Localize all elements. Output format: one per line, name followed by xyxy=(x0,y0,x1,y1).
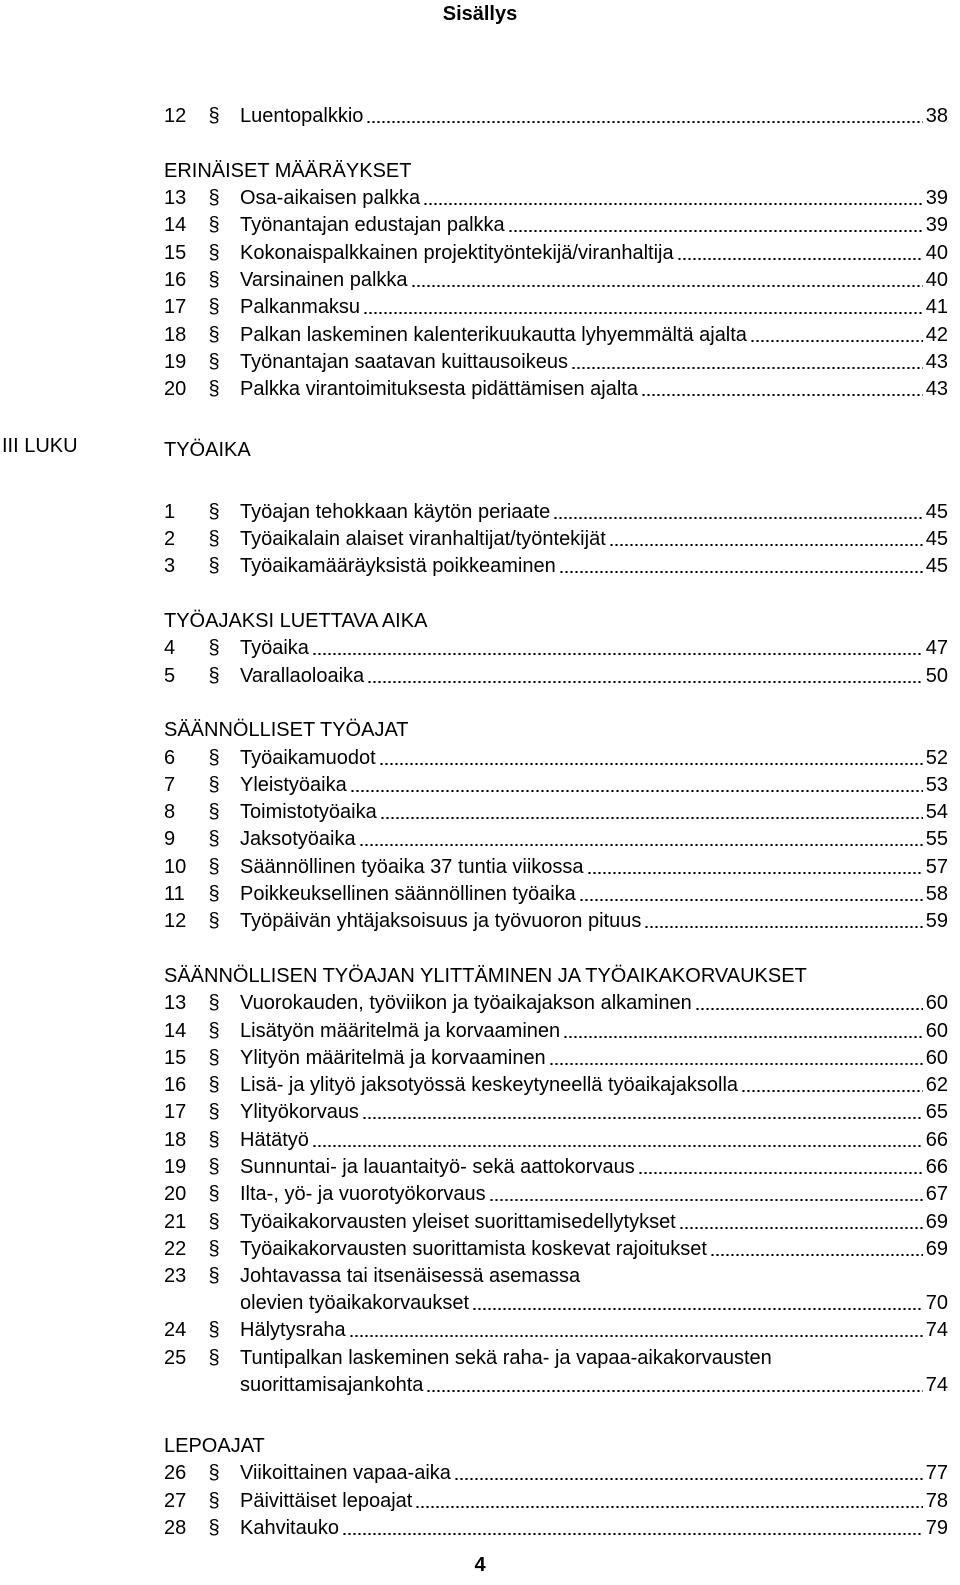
section-sign: § xyxy=(208,1210,220,1233)
toc-entry xyxy=(164,853,948,880)
dot-leader xyxy=(695,1008,923,1010)
section-sign: § xyxy=(208,378,220,401)
section-number: 9 xyxy=(164,828,176,851)
entry-page: 58 xyxy=(925,883,948,906)
section-number: 1 xyxy=(164,500,176,523)
dot-leader xyxy=(553,517,923,519)
entry-title: Kahvitauko xyxy=(240,1516,339,1539)
toc-entry xyxy=(164,1181,948,1208)
section-number: 22 xyxy=(164,1237,187,1260)
section-number: 27 xyxy=(164,1489,187,1512)
section-number: 19 xyxy=(164,350,187,373)
entry-page: 74 xyxy=(925,1373,948,1396)
entry-page: 40 xyxy=(925,269,948,292)
toc-entry-continuation xyxy=(164,1290,948,1317)
entry-page: 52 xyxy=(925,746,948,769)
dot-leader xyxy=(641,394,923,396)
toc-entry xyxy=(164,212,948,239)
toc-entry xyxy=(164,185,948,212)
entry-title: Yleistyöaika xyxy=(240,773,347,796)
entry-title: Työaikalain alaiset viranhaltijat/työntekijät xyxy=(240,528,606,551)
section-number: 13 xyxy=(164,187,187,210)
toc-entry xyxy=(164,1208,948,1235)
section-number: 18 xyxy=(164,323,187,346)
toc-entry xyxy=(164,1460,948,1487)
toc-entry xyxy=(164,267,948,294)
section-heading: SÄÄNNÖLLISEN TYÖAJAN YLITTÄMINEN JA TYÖAIKAKORVAUKSET xyxy=(164,964,807,987)
section-heading: TYÖAIKA xyxy=(164,439,251,462)
section-number: 21 xyxy=(164,1210,187,1233)
toc-entry xyxy=(164,553,948,580)
spacer xyxy=(164,465,948,499)
dot-leader xyxy=(411,285,923,287)
dot-leader xyxy=(366,121,922,123)
entry-page: 57 xyxy=(925,855,948,878)
section-sign: § xyxy=(208,1074,220,1097)
section-number: 28 xyxy=(164,1516,187,1539)
entry-page: 40 xyxy=(925,241,948,264)
spacer xyxy=(164,935,948,962)
entry-title: Työpäivän yhtäjaksoisuus ja työvuoron pituus xyxy=(240,910,642,933)
section-number: 19 xyxy=(164,1155,187,1178)
section-number: 26 xyxy=(164,1462,187,1485)
entry-page: 43 xyxy=(925,378,948,401)
entry-title: suorittamisajankohta xyxy=(240,1373,424,1396)
entry-page: 38 xyxy=(925,105,948,128)
toc-entry xyxy=(164,826,948,853)
section-number: 8 xyxy=(164,801,176,824)
section-sign: § xyxy=(208,1183,220,1206)
section-sign: § xyxy=(208,269,220,292)
entry-page: 67 xyxy=(925,1183,948,1206)
page-number: 4 xyxy=(474,1554,486,1576)
entry-title: Ylityökorvaus xyxy=(240,1101,359,1124)
dot-leader xyxy=(741,1090,923,1092)
entry-title: Vuorokauden, työviikon ja työaikajakson alkaminen xyxy=(240,992,692,1015)
entry-page: 74 xyxy=(925,1319,948,1342)
section-sign: § xyxy=(208,1128,220,1151)
dot-leader xyxy=(549,1063,923,1065)
section-sign: § xyxy=(208,1101,220,1124)
dot-leader xyxy=(679,1227,923,1229)
section-sign: § xyxy=(208,241,220,264)
section-number: 14 xyxy=(164,1019,187,1042)
entry-title: Ylityön määritelmä ja korvaaminen xyxy=(240,1046,546,1069)
dot-leader xyxy=(489,1199,923,1201)
dot-leader xyxy=(638,1172,923,1174)
section-sign: § xyxy=(208,801,220,824)
section-sign: § xyxy=(208,500,220,523)
section-number: 2 xyxy=(164,528,176,551)
toc-entry xyxy=(164,1487,948,1514)
section-number: 24 xyxy=(164,1319,187,1342)
section-number: 3 xyxy=(164,555,176,578)
entry-title: olevien työaikakorvaukset xyxy=(240,1292,470,1315)
spacer xyxy=(164,690,948,717)
entry-title: Työnantajan edustajan palkka xyxy=(240,214,505,237)
section-number: 20 xyxy=(164,378,187,401)
entry-title: Poikkeuksellinen säännöllinen työaika xyxy=(240,883,576,906)
section-sign: § xyxy=(208,187,220,210)
entry-page: 70 xyxy=(925,1292,948,1315)
entry-title: Tuntipalkan laskeminen sekä raha- ja vapaa-aikakorvausten xyxy=(240,1346,772,1369)
toc-entry xyxy=(164,1154,948,1181)
section-number: 6 xyxy=(164,746,176,769)
section-heading: SÄÄNNÖLLISET TYÖAJAT xyxy=(164,718,409,741)
entry-title: Johtavassa tai itsenäisessä asemassa xyxy=(240,1265,581,1288)
toc-entry xyxy=(164,103,948,130)
entry-page: 54 xyxy=(925,801,948,824)
entry-page: 43 xyxy=(925,350,948,373)
toc-entry xyxy=(164,662,948,689)
dot-leader xyxy=(750,340,923,342)
entry-page: 53 xyxy=(925,773,948,796)
section-sign: § xyxy=(208,1046,220,1069)
toc-entry xyxy=(164,376,948,403)
entry-title: Varsinainen palkka xyxy=(240,269,408,292)
dot-leader xyxy=(312,653,923,655)
toc-entry xyxy=(164,635,948,662)
toc-entry xyxy=(164,1515,948,1542)
entry-title: Työaikamääräyksistä poikkeaminen xyxy=(240,555,556,578)
section-number: 18 xyxy=(164,1128,187,1151)
dot-leader xyxy=(415,1506,922,1508)
section-number: 15 xyxy=(164,1046,187,1069)
entry-page: 39 xyxy=(925,187,948,210)
entry-title: Lisätyön määritelmä ja korvaaminen xyxy=(240,1019,561,1042)
chapter-label: III LUKU xyxy=(2,435,78,457)
entry-title: Lisä- ja ylityö jaksotyössä keskeytyneellä työaikajaksolla xyxy=(240,1074,739,1097)
entry-title: Toimistotyöaika xyxy=(240,801,377,824)
section-sign: § xyxy=(208,1265,220,1288)
toc-entry xyxy=(164,349,948,376)
spacer xyxy=(164,580,948,607)
section-sign: § xyxy=(208,910,220,933)
toc-entry xyxy=(164,772,948,799)
toc-entry xyxy=(164,239,948,266)
dot-leader xyxy=(312,1145,923,1147)
entry-title: Työaikakorvausten suorittamista koskevat rajoitukset xyxy=(240,1237,707,1260)
section-number: 20 xyxy=(164,1183,187,1206)
dot-leader xyxy=(379,763,923,765)
toc-entry xyxy=(164,1126,948,1153)
dot-leader xyxy=(349,1335,923,1337)
dot-leader xyxy=(563,1036,923,1038)
entry-page: 69 xyxy=(925,1210,948,1233)
section-sign: § xyxy=(208,296,220,319)
section-number: 7 xyxy=(164,773,176,796)
toc-entry xyxy=(164,1045,948,1072)
section-number: 12 xyxy=(164,105,187,128)
toc-entry xyxy=(164,881,948,908)
dot-leader xyxy=(571,367,923,369)
section-number: 5 xyxy=(164,664,176,687)
entry-title: Ilta-, yö- ja vuorotyökorvaus xyxy=(240,1183,486,1206)
toc-entry xyxy=(164,1344,948,1371)
entry-title: Säännöllinen työaika 37 tuntia viikossa xyxy=(240,855,584,878)
entry-page: 60 xyxy=(925,1046,948,1069)
dot-leader xyxy=(454,1478,923,1480)
dot-leader xyxy=(350,790,923,792)
section-heading: TYÖAJAKSI LUETTAVA AIKA xyxy=(164,609,428,632)
entry-page: 60 xyxy=(925,1019,948,1042)
entry-page: 77 xyxy=(925,1462,948,1485)
dot-leader xyxy=(359,844,923,846)
entry-title: Työaika xyxy=(240,637,309,660)
dot-leader xyxy=(423,203,923,205)
toc-entry xyxy=(164,1317,948,1344)
section-sign: § xyxy=(208,828,220,851)
entry-title: Työnantajan saatavan kuittausoikeus xyxy=(240,350,568,373)
toc-entry xyxy=(164,1263,948,1290)
toc-entry xyxy=(164,990,948,1017)
entry-title: Sunnuntai- ja lauantaityö- sekä aattokorvaus xyxy=(240,1155,635,1178)
entry-page: 45 xyxy=(925,555,948,578)
toc-entry xyxy=(164,908,948,935)
toc-entry xyxy=(164,1017,948,1044)
entry-title: Varallaoloaika xyxy=(240,664,365,687)
section-heading: LEPOAJAT xyxy=(164,1434,265,1457)
section-number: 15 xyxy=(164,241,187,264)
entry-page: 42 xyxy=(925,323,948,346)
dot-leader xyxy=(363,312,923,314)
entry-page: 62 xyxy=(925,1074,948,1097)
entry-title: Hätätyö xyxy=(240,1128,309,1151)
spacer xyxy=(164,1399,948,1433)
entry-page: 66 xyxy=(925,1155,948,1178)
section-sign: § xyxy=(208,1155,220,1178)
entry-title: Jaksotyöaika xyxy=(240,828,356,851)
section-number: 14 xyxy=(164,214,187,237)
entry-title: Palkanmaksu xyxy=(240,296,361,319)
entry-title: Työaikakorvausten yleiset suorittamisedellytykset xyxy=(240,1210,676,1233)
section-number: 12 xyxy=(164,910,187,933)
toc-entry xyxy=(164,526,948,553)
entry-page: 69 xyxy=(925,1237,948,1260)
section-number: 13 xyxy=(164,992,187,1015)
entry-page: 45 xyxy=(925,500,948,523)
section-number: 10 xyxy=(164,855,187,878)
section-sign: § xyxy=(208,1237,220,1260)
entry-title: Palkan laskeminen kalenterikuukautta lyhyemmältä ajalta xyxy=(240,323,747,346)
section-sign: § xyxy=(208,773,220,796)
entry-page: 47 xyxy=(925,637,948,660)
section-sign: § xyxy=(208,105,220,128)
section-number: 4 xyxy=(164,637,176,660)
toc-entry xyxy=(164,499,948,526)
entry-page: 50 xyxy=(925,664,948,687)
section-sign: § xyxy=(208,350,220,373)
section-number: 25 xyxy=(164,1346,187,1369)
table-of-contents xyxy=(164,103,948,1542)
section-sign: § xyxy=(208,883,220,906)
section-number: 16 xyxy=(164,269,187,292)
section-sign: § xyxy=(208,528,220,551)
section-sign: § xyxy=(208,1346,220,1369)
section-sign: § xyxy=(208,1019,220,1042)
entry-page: 79 xyxy=(925,1516,948,1539)
section-number: 16 xyxy=(164,1074,187,1097)
dot-leader xyxy=(710,1254,923,1256)
section-sign: § xyxy=(208,637,220,660)
toc-entry xyxy=(164,294,948,321)
section-heading: ERINÄISET MÄÄRÄYKSET xyxy=(164,159,412,182)
section-sign: § xyxy=(208,992,220,1015)
dot-leader xyxy=(579,899,923,901)
toc-entry xyxy=(164,1236,948,1263)
section-sign: § xyxy=(208,746,220,769)
entry-page: 60 xyxy=(925,992,948,1015)
toc-entry-continuation xyxy=(164,1372,948,1399)
entry-page: 45 xyxy=(925,528,948,551)
section-sign: § xyxy=(208,214,220,237)
entry-title: Kokonaispalkkainen projektityöntekijä/viranhaltija xyxy=(240,241,674,264)
dot-leader xyxy=(644,926,922,928)
section-number: 11 xyxy=(164,883,185,906)
section-sign: § xyxy=(208,1489,220,1512)
entry-title: Palkka virantoimituksesta pidättämisen ajalta xyxy=(240,378,638,401)
toc-entry xyxy=(164,1099,948,1126)
section-number: 17 xyxy=(164,296,187,319)
section-number: 23 xyxy=(164,1265,187,1288)
dot-leader xyxy=(677,258,923,260)
section-sign: § xyxy=(208,555,220,578)
entry-page: 78 xyxy=(925,1489,948,1512)
page-title: Sisällys xyxy=(442,3,518,25)
entry-title: Työajan tehokkaan käytön periaate xyxy=(240,500,551,523)
entry-page: 55 xyxy=(925,828,948,851)
entry-page: 66 xyxy=(925,1128,948,1151)
dot-leader xyxy=(508,230,923,232)
toc-entry xyxy=(164,744,948,771)
entry-page: 39 xyxy=(925,214,948,237)
spacer xyxy=(164,403,948,437)
entry-page: 41 xyxy=(925,296,948,319)
entry-title: Työaikamuodot xyxy=(240,746,376,769)
section-sign: § xyxy=(208,1462,220,1485)
section-sign: § xyxy=(208,323,220,346)
section-sign: § xyxy=(208,1516,220,1539)
toc-entry xyxy=(164,799,948,826)
entry-title: Päivittäiset lepoajat xyxy=(240,1489,413,1512)
entry-title: Hälytysraha xyxy=(240,1319,346,1342)
dot-leader xyxy=(587,872,923,874)
toc-entry xyxy=(164,321,948,348)
dot-leader xyxy=(342,1533,923,1535)
entry-title: Viikoittainen vapaa-aika xyxy=(240,1462,451,1485)
section-sign: § xyxy=(208,664,220,687)
dot-leader xyxy=(559,571,923,573)
entry-title: Osa-aikaisen palkka xyxy=(240,187,421,210)
dot-leader xyxy=(426,1390,922,1392)
entry-page: 65 xyxy=(925,1101,948,1124)
spacer xyxy=(164,130,948,157)
section-number: 17 xyxy=(164,1101,187,1124)
dot-leader xyxy=(380,817,923,819)
section-sign: § xyxy=(208,1319,220,1342)
entry-title: Luentopalkkio xyxy=(240,105,364,128)
entry-page: 59 xyxy=(925,910,948,933)
dot-leader xyxy=(367,681,923,683)
section-sign: § xyxy=(208,855,220,878)
dot-leader xyxy=(362,1117,923,1119)
dot-leader xyxy=(472,1308,923,1310)
dot-leader xyxy=(609,544,923,546)
toc-entry xyxy=(164,1072,948,1099)
